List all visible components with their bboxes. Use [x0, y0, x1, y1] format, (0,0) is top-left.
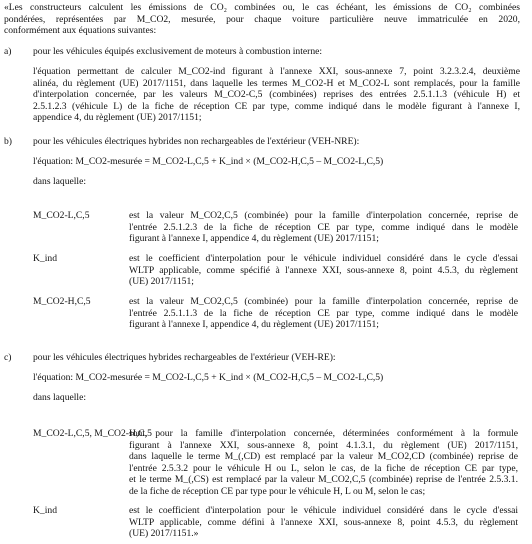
def-line: figurant à l'annexe XXI, sous-annexe 8, point 4.1.3.1, du règlement (UE) 2017/1151, [129, 439, 518, 451]
def-line: l'entrée 2.5.1.1.3 de la fiche de réception CE par type, comme indiqué dans le modèle [129, 307, 518, 319]
term-mco2-lc5: M_CO2-L,C,5 [33, 210, 90, 221]
intro-line: «Les constructeurs calculent les émissions de CO₂ combinées ou, le cas échéant, les émissions de CO₂ combinées [4, 2, 520, 13]
definition-mco2-lc5 [129, 210, 518, 245]
term-kind: K_ind [33, 253, 57, 264]
body-line: alinéa, du règlement (UE) 2017/1151, dans laquelle les termes M_CO2-H et M_CO2-L sont remplacés, pour la famille [33, 77, 520, 89]
def-line: l'entrée 2.5.3.2 pour le véhicule H ou L, selon le cas, de la fiche de réception CE par type, [129, 462, 518, 474]
term-kind-c: K_ind [33, 505, 57, 516]
body-line: 2.5.1.2.3 (véhicule L) de la fiche de réception CE par type, comme indiqué dans le modèle figurant à l'annexe I, [33, 100, 520, 112]
section-a-body [33, 66, 520, 124]
def-line: (UE) 2017/1151.» [129, 528, 199, 540]
intro-line: conformément aux équations suivantes: [4, 25, 157, 37]
section-b-heading: pour les véhicules électriques hybrides non rechargeables de l'extérieur (VEH-NRE): [33, 136, 360, 147]
term-mco2-lc5-hc5: M_CO2-L,C,5, M_CO2-H,C,5 [33, 428, 152, 439]
section-b-dans: dans laquelle: [33, 176, 87, 187]
def-line: est le coefficient d'interpolation pour le véhicule individuel considéré dans le cycle d'essai [129, 505, 518, 516]
def-line: figurant à l'annexe I, appendice 4, du règlement (UE) 2017/1151; [129, 233, 379, 245]
def-line: (UE) 2017/1151; [129, 276, 194, 288]
def-line: est la valeur M_CO2,C,5 (combinée) pour la famille d'interpolation concernée, reprise de [129, 210, 518, 221]
term-mco2-hc5: M_CO2-H,C,5 [33, 296, 91, 307]
intro-line: pondérées, représentées par M_CO2, mesurée, pour chaque voiture particulière neuve immatriculée en 2020, [4, 13, 520, 25]
def-line: est le coefficient d'interpolation pour le véhicule individuel considéré dans le cycle d'essai [129, 253, 518, 264]
definition-kind-c [129, 505, 518, 540]
section-c-heading: pour les véhicules électriques hybrides rechargeables de l'extérieur (VEH-RE): [33, 352, 336, 363]
definition-mco2-lc5-hc5 [129, 428, 518, 498]
def-line: WLTP applicable, comme spécifié à l'annexe XXI, sous-annexe 8, point 4.5.3, du règlement [129, 264, 518, 276]
def-line: dans laquelle le terme M_(,CD) est remplacé par la valeur M_CO2,CD (combinée) reprise de [129, 451, 518, 463]
def-line: et le terme M_(,CS) est remplacé par la valeur M_CO2,C,5 (combinée) reprise de l'entrée 2.5.3.1. [129, 474, 518, 486]
section-a-heading: pour les véhicules équipés exclusivement de moteurs à combustion interne: [33, 46, 323, 57]
def-line: l'entrée 2.5.1.2.3 de la fiche de réception CE par type, comme indiqué dans le modèle [129, 221, 518, 233]
def-line: sont, pour la famille d'interpolation concernée, déterminées conformément à la formule [129, 428, 518, 439]
def-line: WLTP applicable, comme défini à l'annexe XXI, sous-annexe 8, point 4.5.3, du règlement [129, 516, 518, 528]
section-c-dans: dans laquelle: [33, 392, 87, 403]
def-line: de la fiche de réception CE par type pour le véhicule H, L ou M, selon le cas; [129, 485, 426, 497]
section-b-marker: b) [4, 136, 12, 147]
section-b-equation: l'équation: M_CO2-mesurée = M_CO2-L,C,5 + K_ind × (M_CO2-H,C,5 – M_CO2-L,C,5) [33, 156, 384, 167]
section-c-equation: l'équation: M_CO2-mesurée = M_CO2-L,C,5 + K_ind × (M_CO2-H,C,5 – M_CO2-L,C,5) [33, 372, 384, 383]
body-line: d'interpolation concernée, par les valeurs M_CO2-C,5 (combinées) reprises des entrées 2.5.1.1.3 (véhicule H) et [33, 89, 520, 101]
body-line: appendice 4, du règlement (UE) 2017/1151; [33, 112, 202, 124]
def-line: est la valeur M_CO2,C,5 (combinée) pour la famille d'interpolation concernée, reprise de [129, 296, 518, 307]
section-a-marker: a) [4, 46, 12, 57]
definition-kind [129, 253, 518, 288]
section-c-marker: c) [4, 352, 12, 363]
intro-paragraph [4, 2, 520, 37]
body-line: l'équation permettant de calculer M_CO2-ind figurant à l'annexe XXI, sous-annexe 7, point 3.2.3.2.4, deuxième [33, 66, 520, 77]
def-line: figurant à l'annexe I, appendice 4, du règlement (UE) 2017/1151; [129, 319, 379, 331]
definition-mco2-hc5 [129, 296, 518, 331]
